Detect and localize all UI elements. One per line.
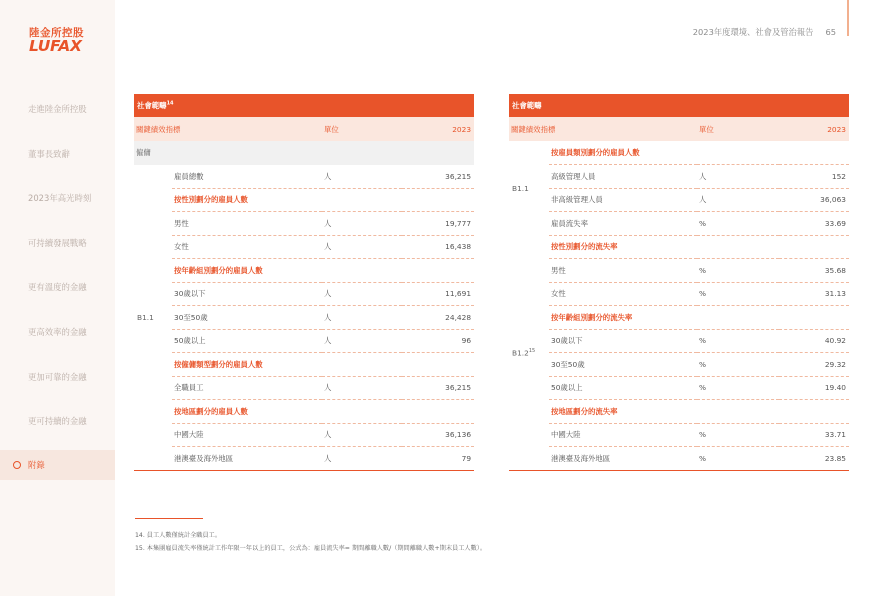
row-label: 50歲以上 bbox=[549, 376, 697, 400]
row-label: 港澳臺及海外地區 bbox=[172, 447, 322, 471]
subheading-row bbox=[134, 353, 474, 377]
social-kpi-table-left bbox=[134, 94, 474, 471]
subheading: 按僱傭類型劃分的雇員人數 bbox=[172, 353, 474, 377]
social-kpi-table-right bbox=[509, 94, 849, 471]
table-title-row bbox=[134, 94, 474, 117]
row-label: 男性 bbox=[172, 212, 322, 236]
table-row bbox=[509, 329, 849, 353]
row-value: 23.85 bbox=[779, 447, 849, 471]
row-label: 30至50歲 bbox=[172, 306, 322, 330]
subheading-row bbox=[509, 306, 849, 330]
row-label: 非高級管理人員 bbox=[549, 188, 697, 212]
nav-item-highlights[interactable]: 2023年高光時刻 bbox=[28, 193, 92, 203]
nav-item-chairman[interactable]: 董事長致辭 bbox=[28, 149, 70, 159]
row-unit: 人 bbox=[322, 447, 402, 471]
row-value: 24,428 bbox=[402, 306, 474, 330]
lufax-logo[interactable] bbox=[29, 27, 99, 54]
row-value: 16,438 bbox=[402, 235, 474, 259]
subheading-row bbox=[134, 259, 474, 283]
table-row bbox=[134, 212, 474, 236]
row-value: 36,215 bbox=[402, 165, 474, 189]
table-row bbox=[509, 423, 849, 447]
category-label: 僱傭 bbox=[134, 141, 474, 165]
row-label: 高級管理人員 bbox=[549, 165, 697, 189]
subheading-row bbox=[509, 400, 849, 424]
row-unit: 人 bbox=[322, 306, 402, 330]
footnote-ref-14[interactable]: 14 bbox=[166, 100, 174, 107]
subheading: 按地區劃分的流失率 bbox=[549, 400, 849, 424]
column-header-row bbox=[509, 117, 849, 141]
row-unit: 人 bbox=[322, 376, 402, 400]
nav-item-warmth[interactable]: 更有溫度的金融 bbox=[28, 282, 87, 292]
table-row bbox=[134, 235, 474, 259]
table-row bbox=[509, 188, 849, 212]
nav-item-strategy[interactable]: 可持續發展戰略 bbox=[28, 238, 87, 248]
row-value: 36,215 bbox=[402, 376, 474, 400]
row-unit: % bbox=[697, 259, 779, 283]
table-row bbox=[509, 376, 849, 400]
row-value: 35.68 bbox=[779, 259, 849, 283]
table-row bbox=[134, 165, 474, 189]
kpi-code-b1-2-label: B1.2 bbox=[512, 347, 529, 357]
nav-item-reliability[interactable]: 更加可靠的金融 bbox=[28, 372, 87, 382]
row-value: 19.40 bbox=[779, 376, 849, 400]
row-value: 19,777 bbox=[402, 212, 474, 236]
col-indicator-header: 關鍵績效指標 bbox=[134, 117, 322, 141]
row-label: 全職員工 bbox=[172, 376, 322, 400]
row-unit: % bbox=[697, 353, 779, 377]
row-value: 33.69 bbox=[779, 212, 849, 236]
report-title: 2023年度環境、社會及管治報告 bbox=[692, 27, 814, 37]
row-label: 50歲以上 bbox=[172, 329, 322, 353]
row-label: 30至50歲 bbox=[549, 353, 697, 377]
table-row bbox=[509, 165, 849, 189]
row-unit: 人 bbox=[697, 165, 779, 189]
subheading: 按地區劃分的雇員人數 bbox=[172, 400, 474, 424]
subheading-row bbox=[509, 235, 849, 259]
row-unit: 人 bbox=[322, 282, 402, 306]
row-value: 29.32 bbox=[779, 353, 849, 377]
row-unit: % bbox=[697, 329, 779, 353]
row-value: 36,136 bbox=[402, 423, 474, 447]
row-unit: % bbox=[697, 447, 779, 471]
subheading: 按雇員類別劃分的雇員人數 bbox=[549, 141, 849, 165]
table-row bbox=[134, 282, 474, 306]
row-value: 96 bbox=[402, 329, 474, 353]
row-unit: 人 bbox=[322, 329, 402, 353]
col-unit-header: 單位 bbox=[697, 117, 779, 141]
col-indicator-header: 關鍵績效指標 bbox=[509, 117, 697, 141]
table-title: 社會範疇 bbox=[509, 94, 849, 117]
table-row bbox=[134, 423, 474, 447]
logo-name-en: LUFAX bbox=[29, 37, 82, 55]
col-unit-header: 單位 bbox=[322, 117, 402, 141]
table-row bbox=[509, 353, 849, 377]
row-value: 11,691 bbox=[402, 282, 474, 306]
row-value: 36,063 bbox=[779, 188, 849, 212]
nav-item-about[interactable]: 走進陸金所控股 bbox=[28, 104, 87, 114]
row-unit: % bbox=[697, 423, 779, 447]
table-row bbox=[509, 212, 849, 236]
table-row bbox=[134, 447, 474, 471]
subheading-row bbox=[134, 188, 474, 212]
nav-item-appendix[interactable] bbox=[0, 450, 115, 480]
col-year-header: 2023 bbox=[779, 117, 849, 141]
row-unit: 人 bbox=[322, 165, 402, 189]
row-label: 30歲以下 bbox=[172, 282, 322, 306]
row-label: 女性 bbox=[172, 235, 322, 259]
row-label: 女性 bbox=[549, 282, 697, 306]
table-row bbox=[134, 376, 474, 400]
category-row bbox=[134, 141, 474, 165]
row-label: 男性 bbox=[549, 259, 697, 283]
sidebar bbox=[0, 0, 115, 596]
row-unit: % bbox=[697, 376, 779, 400]
row-unit: % bbox=[697, 212, 779, 236]
row-label: 雇員流失率 bbox=[549, 212, 697, 236]
table-row bbox=[134, 306, 474, 330]
kpi-code-b1-2 bbox=[509, 235, 549, 470]
table-row bbox=[509, 282, 849, 306]
column-header-row bbox=[134, 117, 474, 141]
table-row bbox=[134, 329, 474, 353]
footnote-15: 15. 本集團雇員流失率僅統計工作年限一年以上的員工，公式為：雇員流失率= 期間離職人數/（期間離職人數+期末員工人數）。 bbox=[135, 545, 487, 552]
subheading-row bbox=[134, 400, 474, 424]
table-row bbox=[509, 447, 849, 471]
row-label: 雇員總數 bbox=[172, 165, 322, 189]
subheading-row bbox=[509, 141, 849, 165]
footnote-ref-15[interactable]: 15 bbox=[528, 347, 536, 354]
row-label: 中國大陸 bbox=[172, 423, 322, 447]
col-year-header: 2023 bbox=[402, 117, 474, 141]
row-value: 31.13 bbox=[779, 282, 849, 306]
table-title: 社會範疇 bbox=[137, 101, 167, 110]
subheading: 按性別劃分的雇員人數 bbox=[172, 188, 474, 212]
footnote-divider bbox=[135, 518, 203, 519]
page-number: 65 bbox=[825, 27, 836, 37]
row-label: 30歲以下 bbox=[549, 329, 697, 353]
row-unit: % bbox=[697, 282, 779, 306]
table-row bbox=[509, 259, 849, 283]
subheading: 按性別劃分的流失率 bbox=[549, 235, 849, 259]
nav-item-sustainability[interactable]: 更可持續的金融 bbox=[28, 416, 87, 426]
row-unit: 人 bbox=[697, 188, 779, 212]
kpi-code-b1-1: B1.1 bbox=[512, 183, 529, 193]
row-value: 152 bbox=[779, 165, 849, 189]
row-label: 中國大陸 bbox=[549, 423, 697, 447]
active-circle-icon bbox=[13, 461, 21, 469]
row-value: 40.92 bbox=[779, 329, 849, 353]
nav-item-efficiency[interactable]: 更高效率的金融 bbox=[28, 327, 87, 337]
table-title-row bbox=[509, 94, 849, 117]
subheading: 按年齡組別劃分的雇員人數 bbox=[172, 259, 474, 283]
kpi-code: B1.1 bbox=[134, 165, 172, 471]
logo-name-cn: 陸金所控股 bbox=[29, 27, 84, 39]
row-value: 33.71 bbox=[779, 423, 849, 447]
subheading: 按年齡組別劃分的流失率 bbox=[549, 306, 849, 330]
row-label: 港澳臺及海外地區 bbox=[549, 447, 697, 471]
nav-item-appendix-label: 附錄 bbox=[28, 460, 45, 470]
footnote-14: 14. 員工人數僅統計全職員工。 bbox=[135, 532, 222, 539]
row-unit: 人 bbox=[322, 235, 402, 259]
header-accent-line bbox=[847, 0, 849, 36]
row-unit: 人 bbox=[322, 212, 402, 236]
row-value: 79 bbox=[402, 447, 474, 471]
row-unit: 人 bbox=[322, 423, 402, 447]
page-header bbox=[693, 26, 836, 38]
